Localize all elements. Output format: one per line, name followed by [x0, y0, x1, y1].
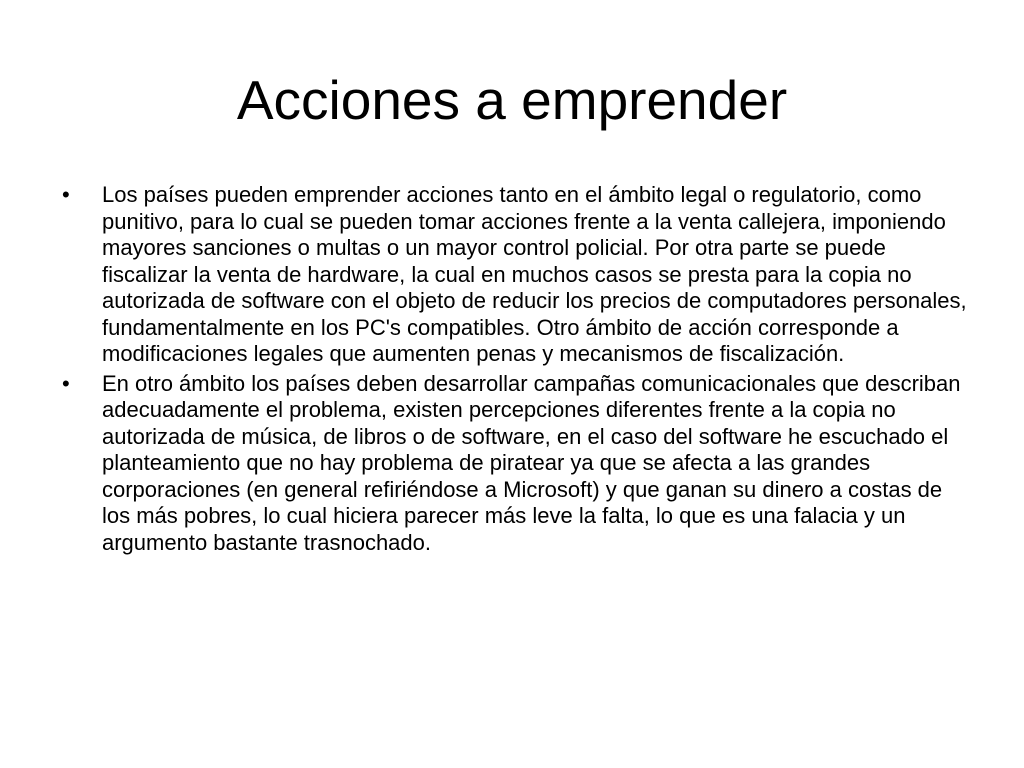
bullet-icon: •	[62, 370, 70, 396]
bullet-list	[62, 182, 972, 559]
bullet-text: Los países pueden emprender acciones tanto en el ámbito legal o regulatorio, como punitivo, para lo cual se pueden tomar acciones frente a la venta callejera, imponiendo mayores sanciones o multas o un mayor control policial. Por otra parte se puede fiscalizar la venta de hardware, la cual en muchos casos se presta para la copia no autorizada de software con el objeto de reducir los precios de computadores personales, fundamentalmente en los PC's compatibles. Otro ámbito de acción corresponde a modificaciones legales que aumenten penas y mecanismos de fiscalización.	[102, 182, 967, 366]
list-item	[62, 371, 972, 557]
bullet-text: En otro ámbito los países deben desarrollar campañas comunicacionales que describan adecuadamente el problema, existen percepciones diferentes frente a la copia no autorizada de música, de libros o de software, en el caso del software he escuchado el planteamiento que no hay problema de piratear ya que se afecta a las grandes corporaciones (en general refiriéndose a Microsoft) y que ganan su dinero a costas de los más pobres, lo cual hiciera parecer más leve la falta, lo que es una falacia y un argumento bastante trasnochado.	[102, 370, 961, 555]
slide-title: Acciones a emprender	[236, 69, 788, 131]
bullet-icon: •	[62, 182, 70, 207]
list-item	[62, 182, 972, 368]
